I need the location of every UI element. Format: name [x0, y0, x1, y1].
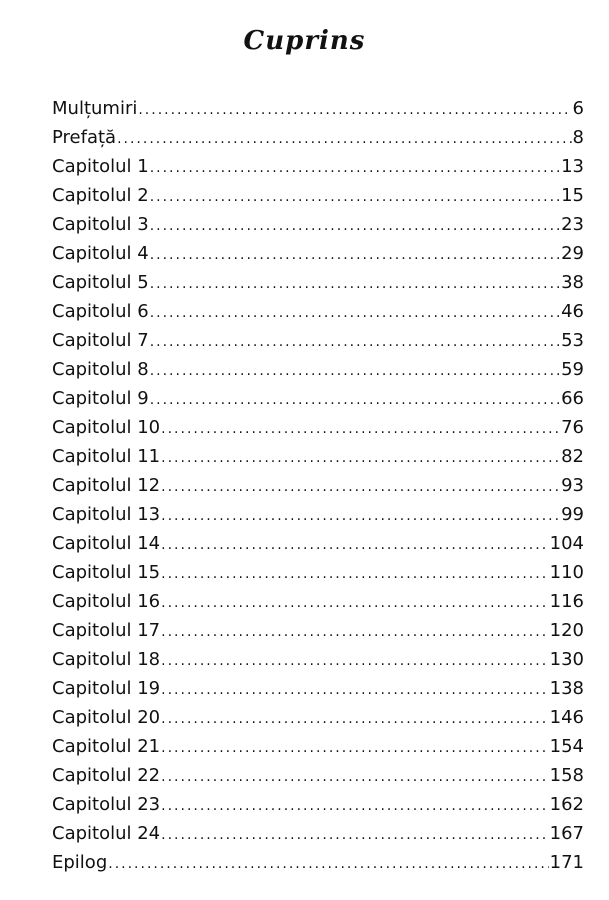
toc-entry-label: Capitolul 6: [52, 301, 149, 322]
dot-leader: [150, 212, 560, 241]
toc-entry: [52, 587, 584, 616]
toc-entry-label: Capitolul 18: [52, 649, 161, 670]
dot-leader: [150, 270, 560, 299]
toc-entry-page-number: 38: [561, 272, 584, 293]
toc-entry-page-number: 167: [549, 823, 584, 844]
toc-entry-page-number: 116: [549, 591, 584, 612]
toc-entry-page-number: 110: [549, 562, 584, 583]
dot-leader: [150, 154, 560, 183]
toc-entry-label: Capitolul 7: [52, 330, 149, 351]
dot-leader: [161, 705, 549, 734]
toc-entry-label: Capitolul 17: [52, 620, 161, 641]
dot-leader: [161, 502, 560, 531]
page-title: Cuprins: [243, 26, 366, 56]
toc-entry: [52, 848, 584, 877]
dot-leader: [161, 618, 549, 647]
toc-entry: [52, 761, 584, 790]
toc-entry: [52, 442, 584, 471]
toc-entry-page-number: 120: [549, 620, 584, 641]
dot-leader: [150, 357, 560, 386]
toc-entry-label: Capitolul 12: [52, 475, 161, 496]
toc-entry-page-number: 130: [549, 649, 584, 670]
toc-entry: [52, 384, 584, 413]
toc-entry-label: Capitolul 23: [52, 794, 161, 815]
dot-leader: [161, 444, 560, 473]
toc-entry-label: Capitolul 1: [52, 156, 149, 177]
table-of-contents: [52, 94, 584, 877]
toc-entry-label: Capitolul 8: [52, 359, 149, 380]
dot-leader: [161, 792, 549, 821]
toc-entry-label: Capitolul 21: [52, 736, 161, 757]
dot-leader: [138, 96, 571, 125]
toc-entry-page-number: 99: [561, 504, 584, 525]
dot-leader: [161, 734, 549, 763]
toc-entry-page-number: 13: [561, 156, 584, 177]
toc-entry-page-number: 138: [549, 678, 584, 699]
toc-entry: [52, 790, 584, 819]
toc-entry-page-number: 76: [561, 417, 584, 438]
dot-leader: [161, 647, 549, 676]
toc-entry-page-number: 82: [561, 446, 584, 467]
toc-entry-page-number: 146: [549, 707, 584, 728]
toc-entry: [52, 123, 584, 152]
dot-leader: [161, 415, 560, 444]
toc-entry-label: Capitolul 2: [52, 185, 149, 206]
dot-leader: [161, 560, 549, 589]
toc-entry: [52, 326, 584, 355]
toc-entry-label: Capitolul 9: [52, 388, 149, 409]
toc-entry: [52, 355, 584, 384]
toc-entry: [52, 268, 584, 297]
toc-entry: [52, 732, 584, 761]
toc-entry-page-number: 53: [561, 330, 584, 351]
dot-leader: [161, 473, 560, 502]
toc-entry-label: Capitolul 13: [52, 504, 161, 525]
dot-leader: [150, 299, 560, 328]
toc-entry-page-number: 59: [561, 359, 584, 380]
toc-entry-page-number: 6: [572, 98, 584, 119]
dot-leader: [161, 821, 549, 850]
toc-entry: [52, 94, 584, 123]
dot-leader: [161, 531, 549, 560]
toc-entry-label: Capitolul 5: [52, 272, 149, 293]
toc-entry-label: Capitolul 22: [52, 765, 161, 786]
toc-entry-label: Capitolul 4: [52, 243, 149, 264]
toc-entry-label: Prefață: [52, 127, 117, 148]
toc-entry: [52, 674, 584, 703]
toc-entry-page-number: 171: [549, 852, 584, 873]
toc-entry-page-number: 93: [561, 475, 584, 496]
toc-entry-page-number: 15: [561, 185, 584, 206]
toc-entry-page-number: 154: [549, 736, 584, 757]
dot-leader: [150, 328, 560, 357]
toc-entry-label: Epilog: [52, 852, 108, 873]
toc-entry-label: Capitolul 20: [52, 707, 161, 728]
toc-entry-label: Mulțumiri: [52, 98, 138, 119]
toc-entry: [52, 152, 584, 181]
toc-entry: [52, 500, 584, 529]
toc-entry-page-number: 66: [561, 388, 584, 409]
toc-entry: [52, 616, 584, 645]
toc-entry-label: Capitolul 14: [52, 533, 161, 554]
toc-entry: [52, 239, 584, 268]
dot-leader: [117, 125, 571, 154]
toc-entry: [52, 529, 584, 558]
toc-entry-label: Capitolul 24: [52, 823, 161, 844]
toc-entry: [52, 297, 584, 326]
toc-entry-page-number: 158: [549, 765, 584, 786]
toc-entry-page-number: 104: [549, 533, 584, 554]
toc-entry: [52, 210, 584, 239]
toc-entry-label: Capitolul 19: [52, 678, 161, 699]
toc-entry-label: Capitolul 3: [52, 214, 149, 235]
toc-entry-page-number: 46: [561, 301, 584, 322]
dot-leader: [161, 589, 549, 618]
toc-entry-page-number: 162: [549, 794, 584, 815]
dot-leader: [108, 850, 548, 879]
dot-leader: [150, 241, 560, 270]
dot-leader: [150, 386, 560, 415]
toc-entry-page-number: 29: [561, 243, 584, 264]
toc-entry-page-number: 8: [572, 127, 584, 148]
dot-leader: [161, 763, 549, 792]
dot-leader: [150, 183, 560, 212]
toc-entry: [52, 558, 584, 587]
dot-leader: [161, 676, 549, 705]
toc-entry-label: Capitolul 15: [52, 562, 161, 583]
toc-entry: [52, 181, 584, 210]
toc-entry: [52, 703, 584, 732]
toc-entry-label: Capitolul 16: [52, 591, 161, 612]
toc-entry: [52, 645, 584, 674]
toc-entry-label: Capitolul 10: [52, 417, 161, 438]
toc-entry: [52, 413, 584, 442]
toc-entry: [52, 819, 584, 848]
toc-entry-label: Capitolul 11: [52, 446, 161, 467]
toc-entry: [52, 471, 584, 500]
toc-entry-page-number: 23: [561, 214, 584, 235]
